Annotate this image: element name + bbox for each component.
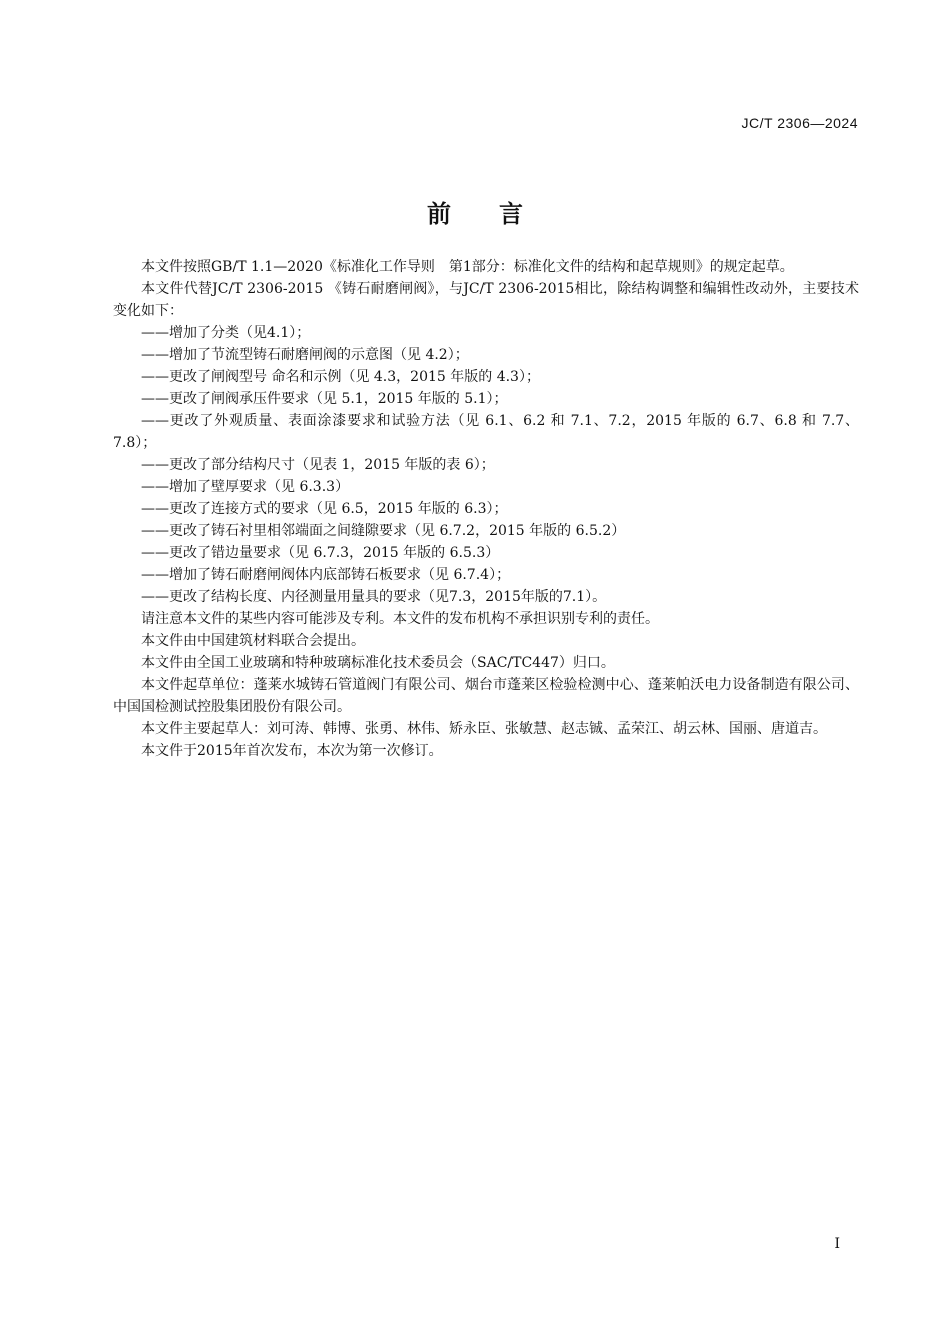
page-title: 前言 [427, 200, 571, 228]
list-item: ——增加了铸石耐磨闸阀体内底部铸石板要求（见 6.7.4）； [141, 567, 511, 583]
changes-list [113, 322, 859, 608]
list-item: ——更改了外观质量、表面涂漆要求和试验方法（见 6.1、6.2 和 7.1、7.2，2015 年版的 6.7、6.8 和 7.7、7.8）； [113, 413, 859, 451]
paragraph-drafting-units: 本文件起草单位：蓬莱水城铸石管道阀门有限公司、烟台市蓬莱区检验检测中心、蓬莱帕沃电力设备制造有限公司、中国国检测试控股集团股份有限公司。 [113, 677, 859, 715]
list-item: ——更改了部分结构尺寸（见表 1，2015 年版的表 6）； [141, 457, 495, 473]
paragraph-replacement-note: 本文件代替JC/T 2306-2015 《铸石耐磨闸阀》，与JC/T 2306-2015相比，除结构调整和编辑性改动外，主要技术变化如下： [113, 281, 859, 319]
list-item: ——更改了错边量要求（见 6.7.3，2015 年版的 6.5.3） [141, 545, 500, 561]
paragraph-history: 本文件于2015年首次发布，本次为第一次修订。 [141, 743, 443, 759]
list-item: ——更改了闸阀承压件要求（见 5.1，2015 年版的 5.1）； [141, 391, 508, 407]
list-item: ——更改了连接方式的要求（见 6.5，2015 年版的 6.3）； [141, 501, 508, 517]
foreword-body [113, 256, 859, 762]
list-item: ——更改了铸石衬里相邻端面之间缝隙要求（见 6.7.2，2015 年版的 6.5.2） [141, 523, 626, 539]
list-item: ——增加了节流型铸石耐磨闸阀的示意图（见 4.2）； [141, 347, 469, 363]
paragraph-committee: 本文件由全国工业玻璃和特种玻璃标准化技术委员会（SAC/TC447）归口。 [141, 655, 615, 671]
list-item: ——更改了结构长度、内径测量用量具的要求（见7.3，2015年版的7.1）。 [141, 589, 607, 605]
list-item: ——增加了壁厚要求（见 6.3.3） [141, 479, 350, 495]
paragraph-drafters: 本文件主要起草人：刘可涛、韩博、张勇、林伟、矫永臣、张敏慧、赵志铖、孟荣江、胡云林、国丽、唐道吉。 [141, 721, 827, 737]
list-item: ——增加了分类（见4.1）； [141, 325, 311, 341]
document-code: JC/T 2306—2024 [741, 115, 858, 131]
paragraph-patent-notice: 请注意本文件的某些内容可能涉及专利。本文件的发布机构不承担识别专利的责任。 [141, 611, 659, 627]
list-item: ——更改了闸阀型号 命名和示例（见 4.3，2015 年版的 4.3）； [141, 369, 540, 385]
paragraph-proposer: 本文件由中国建筑材料联合会提出。 [141, 633, 365, 649]
paragraph-drafting-basis: 本文件按照GB/T 1.1—2020《标准化工作导则 第1部分：标准化文件的结构和起草规则》的规定起草。 [141, 259, 794, 275]
page-number: I [834, 1236, 840, 1252]
